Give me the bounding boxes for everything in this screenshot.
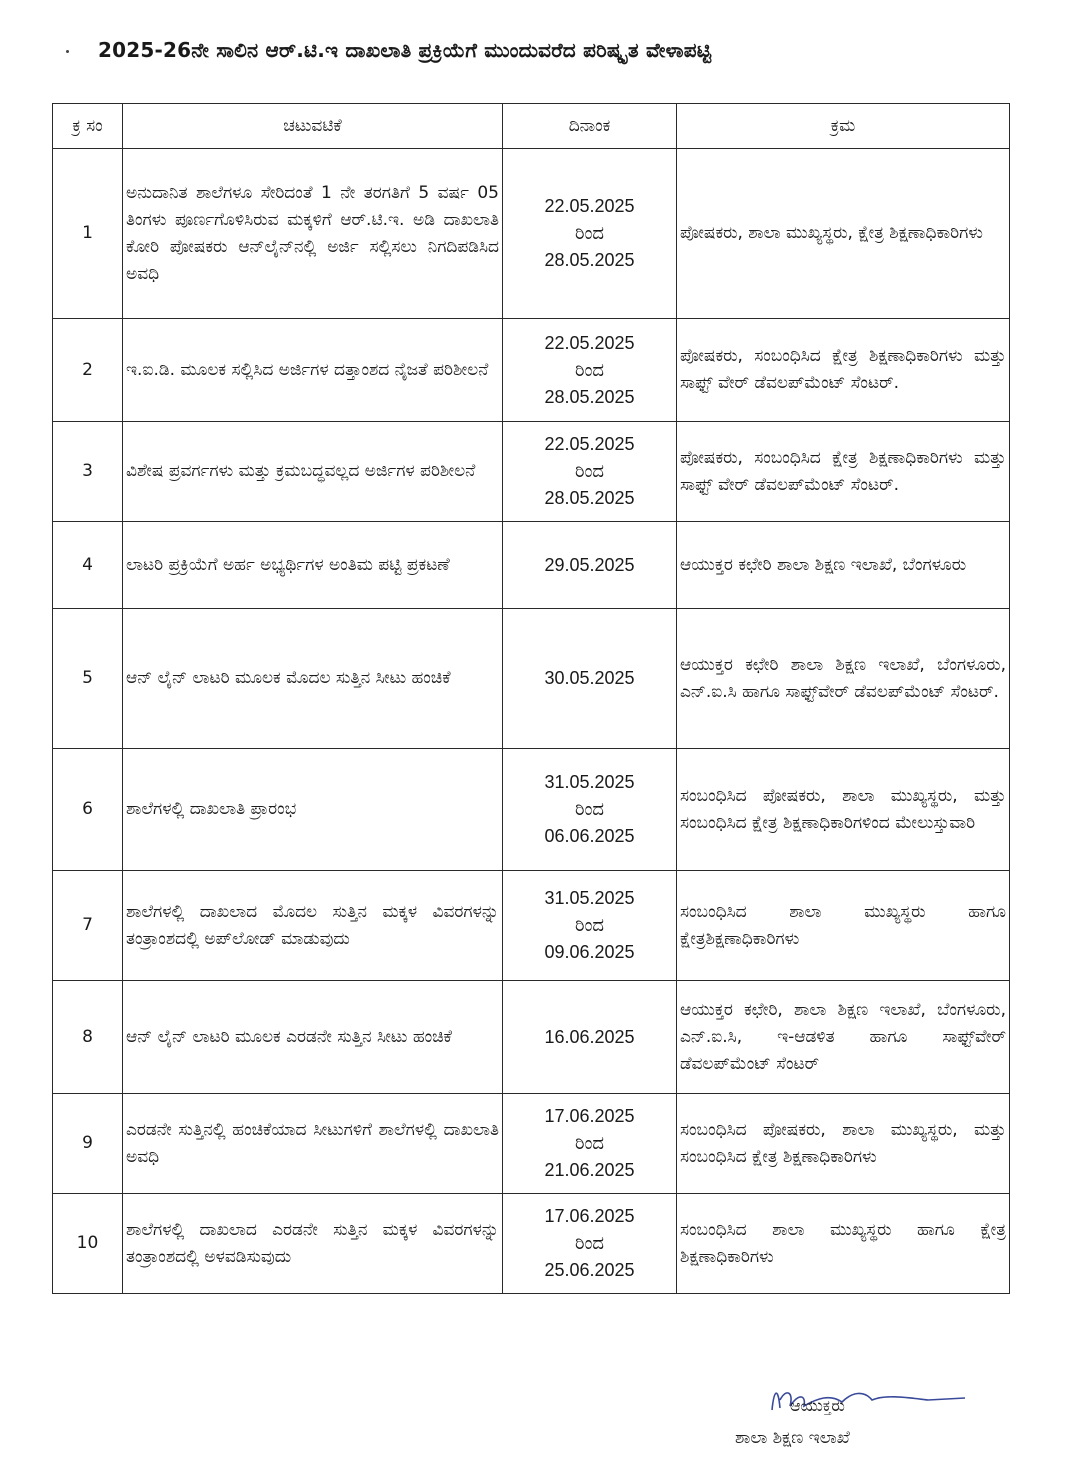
row-serial-number: 5 xyxy=(53,609,123,749)
row-responsibility: ಸಂಬಂಧಿಸಿದ ಪೋಷಕರು, ಶಾಲಾ ಮುಖ್ಯಸ್ಥರು, ಮತ್ತು ಸಂಬಂಧಿಸಿದ ಕ್ಷೇತ್ರ ಶಿಕ್ಷಣಾಧಿಕಾರಿಗಳಿಂದ ಮೇಲುಸ್ತುವಾರಿ xyxy=(677,749,1010,871)
row-date xyxy=(503,609,677,749)
row-activity: ಶಾಲೆಗಳಲ್ಲಿ ದಾಖಲಾತಿ ಪ್ರಾರಂಭ xyxy=(123,749,503,871)
row-date-to: 28.05.2025 xyxy=(544,488,635,508)
row-date-mid: ರಿಂದ xyxy=(574,799,605,819)
row-date-to: 06.06.2025 xyxy=(544,826,635,846)
row-serial-number: 6 xyxy=(53,749,123,871)
row-date xyxy=(503,1094,677,1194)
table-row xyxy=(53,522,1010,609)
row-date xyxy=(503,319,677,422)
table-row xyxy=(53,749,1010,871)
row-activity: ಅನುದಾನಿತ ಶಾಲೆಗಳೂ ಸೇರಿದಂತೆ 1 ನೇ ತರಗತಿಗೆ 5 ವರ್ಷ 05 ತಿಂಗಳು ಪೂರ್ಣಗೊಳಿಸಿರುವ ಮಕ್ಕಳಿಗೆ ಆರ್.ಟಿ.ಇ. ಅಡಿ ದಾಖಲಾತಿ ಕೋರಿ ಪೋಷಕರು ಆನ್‌ಲೈನ್‌ನಲ್ಲಿ ಅರ್ಜಿ ಸಲ್ಲಿಸಲು ನಿಗದಿಪಡಿಸಿದ ಅವಧಿ xyxy=(123,149,503,319)
table-row xyxy=(53,1194,1010,1294)
table-row xyxy=(53,871,1010,981)
row-date-from: 31.05.2025 xyxy=(544,888,635,908)
row-responsibility: ಸಂಬಂಧಿಸಿದ ಪೋಷಕರು, ಶಾಲಾ ಮುಖ್ಯಸ್ಥರು, ಮತ್ತು ಸಂಬಂಧಿಸಿದ ಕ್ಷೇತ್ರ ಶಿಕ್ಷಣಾಧಿಕಾರಿಗಳು xyxy=(677,1094,1010,1194)
row-activity: ವಿಶೇಷ ಪ್ರವರ್ಗಗಳು ಮತ್ತು ಕ್ರಮಬದ್ಧವಲ್ಲದ ಅರ್ಜಿಗಳ ಪರಿಶೀಲನೆ xyxy=(123,422,503,522)
scan-mark xyxy=(66,50,69,53)
row-responsibility: ಪೋಷಕರು, ಶಾಲಾ ಮುಖ್ಯಸ್ಥರು, ಕ್ಷೇತ್ರ ಶಿಕ್ಷಣಾಧಿಕಾರಿಗಳು xyxy=(677,149,1010,319)
row-date xyxy=(503,981,677,1094)
row-serial-number: 2 xyxy=(53,319,123,422)
row-date-from: 30.05.2025 xyxy=(544,668,635,688)
row-date-from: 22.05.2025 xyxy=(544,332,635,353)
row-date-from: 22.05.2025 xyxy=(544,434,635,454)
table-row xyxy=(53,981,1010,1094)
row-date-from: 22.05.2025 xyxy=(544,196,635,216)
row-serial-number: 9 xyxy=(53,1094,123,1194)
row-activity: ಲಾಟರಿ ಪ್ರಕ್ರಿಯೆಗೆ ಅರ್ಹ ಅಭ್ಯರ್ಥಿಗಳ ಅಂತಿಮ ಪಟ್ಟಿ ಪ್ರಕಟಣೆ xyxy=(123,522,503,609)
header-responsibility: ಕ್ರಮ xyxy=(677,104,1010,149)
table-row xyxy=(53,609,1010,749)
table-header-row xyxy=(53,104,1010,149)
row-date xyxy=(503,871,677,981)
row-activity: ಆನ್ ಲೈನ್ ಲಾಟರಿ ಮೂಲಕ ಮೊದಲ ಸುತ್ತಿನ ಸೀಟು ಹಂಚಿಕೆ xyxy=(123,609,503,749)
row-date xyxy=(503,522,677,609)
row-date xyxy=(503,749,677,871)
row-date-from: 29.05.2025 xyxy=(544,554,635,575)
row-serial-number: 10 xyxy=(53,1194,123,1294)
row-date xyxy=(503,1194,677,1294)
row-responsibility: ಆಯುಕ್ತರ ಕಛೇರಿ ಶಾಲಾ ಶಿಕ್ಷಣ ಇಲಾಖೆ, ಬೆಂಗಳೂರು, ಎನ್.ಐ.ಸಿ ಹಾಗೂ ಸಾಫ್ಟ್‌ವೇರ್ ಡೆವಲಪ್‌ಮೆಂಟ್ ಸೆಂಟರ್. xyxy=(677,609,1010,749)
row-date-to: 28.05.2025 xyxy=(544,386,635,407)
schedule-table xyxy=(52,103,1010,1294)
table-body xyxy=(53,149,1010,1294)
row-serial-number: 3 xyxy=(53,422,123,522)
row-date-mid: ರಿಂದ xyxy=(574,1233,605,1253)
row-date-to: 28.05.2025 xyxy=(544,250,635,270)
row-date-mid: ರಿಂದ xyxy=(574,915,605,935)
row-serial-number: 4 xyxy=(53,522,123,609)
row-responsibility: ಸಂಬಂಧಿಸಿದ ಶಾಲಾ ಮುಖ್ಯಸ್ಥರು ಹಾಗೂ ಕ್ಷೇತ್ರಶಿಕ್ಷಣಾಧಿಕಾರಿಗಳು xyxy=(677,871,1010,981)
row-activity: ಇ.ಐ.ಡಿ. ಮೂಲಕ ಸಲ್ಲಿಸಿದ ಅರ್ಜಿಗಳ ದತ್ತಾಂಶದ ನೈಜತೆ ಪರಿಶೀಲನೆ xyxy=(123,319,503,422)
header-activity: ಚಟುವಟಿಕೆ xyxy=(123,104,503,149)
row-activity: ಎರಡನೇ ಸುತ್ತಿನಲ್ಲಿ ಹಂಚಿಕೆಯಾದ ಸೀಟುಗಳಿಗೆ ಶಾಲೆಗಳಲ್ಲಿ ದಾಖಲಾತಿ ಅವಧಿ xyxy=(123,1094,503,1194)
row-responsibility: ಪೋಷಕರು, ಸಂಬಂಧಿಸಿದ ಕ್ಷೇತ್ರ ಶಿಕ್ಷಣಾಧಿಕಾರಿಗಳು ಮತ್ತು ಸಾಫ್ಟ್ ವೇರ್ ಡೆವಲಪ್‌ಮೆಂಟ್ ಸೆಂಟರ್. xyxy=(677,422,1010,522)
row-date-to: 09.06.2025 xyxy=(544,942,635,962)
table-row xyxy=(53,1094,1010,1194)
row-date-from: 17.06.2025 xyxy=(544,1106,635,1126)
row-responsibility: ಪೋಷಕರು, ಸಂಬಂಧಿಸಿದ ಕ್ಷೇತ್ರ ಶಿಕ್ಷಣಾಧಿಕಾರಿಗಳು ಮತ್ತು ಸಾಫ್ಟ್ ವೇರ್ ಡೆವಲಪ್‌ಮೆಂಟ್ ಸೆಂಟರ್. xyxy=(677,319,1010,422)
row-date-from: 31.05.2025 xyxy=(544,772,635,792)
row-date-mid: ರಿಂದ xyxy=(574,359,605,380)
row-date-mid: ರಿಂದ xyxy=(574,1133,605,1153)
signer-department: ಶಾಲಾ ಶಿಕ್ಷಣ ಇಲಾಖೆ xyxy=(735,1428,850,1448)
row-date xyxy=(503,149,677,319)
table-row xyxy=(53,422,1010,522)
row-date-to: 21.06.2025 xyxy=(544,1160,635,1180)
row-activity: ಶಾಲೆಗಳಲ್ಲಿ ದಾಖಲಾದ ಮೊದಲ ಸುತ್ತಿನ ಮಕ್ಕಳ ವಿವರಗಳನ್ನು ತಂತ್ರಾಂಶದಲ್ಲಿ ಅಪ್‌ಲೋಡ್ ಮಾಡುವುದು xyxy=(123,871,503,981)
document-title: 2025-26ನೇ ಸಾಲಿನ ಆರ್.ಟಿ.ಇ ದಾಖಲಾತಿ ಪ್ರಕ್ರಿಯೆಗೆ ಮುಂದುವರೆದ ಪರಿಷ್ಕೃತ ವೇಳಾಪಟ್ಟಿ xyxy=(98,38,712,62)
row-date-mid: ರಿಂದ xyxy=(574,223,605,243)
row-serial-number: 8 xyxy=(53,981,123,1094)
row-date xyxy=(503,422,677,522)
row-responsibility: ಆಯುಕ್ತರ ಕಛೇರಿ, ಶಾಲಾ ಶಿಕ್ಷಣ ಇಲಾಖೆ, ಬೆಂಗಳೂರು, ಎನ್.ಐ.ಸಿ, ಇ-ಆಡಳಿತ ಹಾಗೂ ಸಾಫ್ಟ್‌ವೇರ್ ಡೆವಲಪ್‌ಮೆಂಟ್ ಸೆಂಟರ್ xyxy=(677,981,1010,1094)
header-date: ದಿನಾಂಕ xyxy=(503,104,677,149)
row-activity: ಆನ್ ಲೈನ್ ಲಾಟರಿ ಮೂಲಕ ಎರಡನೇ ಸುತ್ತಿನ ಸೀಟು ಹಂಚಿಕೆ xyxy=(123,981,503,1094)
row-activity: ಶಾಲೆಗಳಲ್ಲಿ ದಾಖಲಾದ ಎರಡನೇ ಸುತ್ತಿನ ಮಕ್ಕಳ ವಿವರಗಳನ್ನು ತಂತ್ರಾಂಶದಲ್ಲಿ ಅಳವಡಿಸುವುದು xyxy=(123,1194,503,1294)
table-row xyxy=(53,149,1010,319)
table-row xyxy=(53,319,1010,422)
row-date-mid: ರಿಂದ xyxy=(574,461,605,481)
signer-designation: ಆಯುಕ್ತರು xyxy=(790,1396,845,1415)
row-responsibility: ಸಂಬಂಧಿಸಿದ ಶಾಲಾ ಮುಖ್ಯಸ್ಥರು ಹಾಗೂ ಕ್ಷೇತ್ರ ಶಿಕ್ಷಣಾಧಿಕಾರಿಗಳು xyxy=(677,1194,1010,1294)
row-date-from: 17.06.2025 xyxy=(544,1206,635,1226)
header-sl: ಕ್ರ ಸಂ xyxy=(53,104,123,149)
row-serial-number: 7 xyxy=(53,871,123,981)
row-serial-number: 1 xyxy=(53,149,123,319)
row-responsibility: ಆಯುಕ್ತರ ಕಛೇರಿ ಶಾಲಾ ಶಿಕ್ಷಣ ಇಲಾಖೆ, ಬೆಂಗಳೂರು xyxy=(677,522,1010,609)
row-date-to: 25.06.2025 xyxy=(544,1260,635,1280)
row-date-from: 16.06.2025 xyxy=(544,1026,635,1047)
